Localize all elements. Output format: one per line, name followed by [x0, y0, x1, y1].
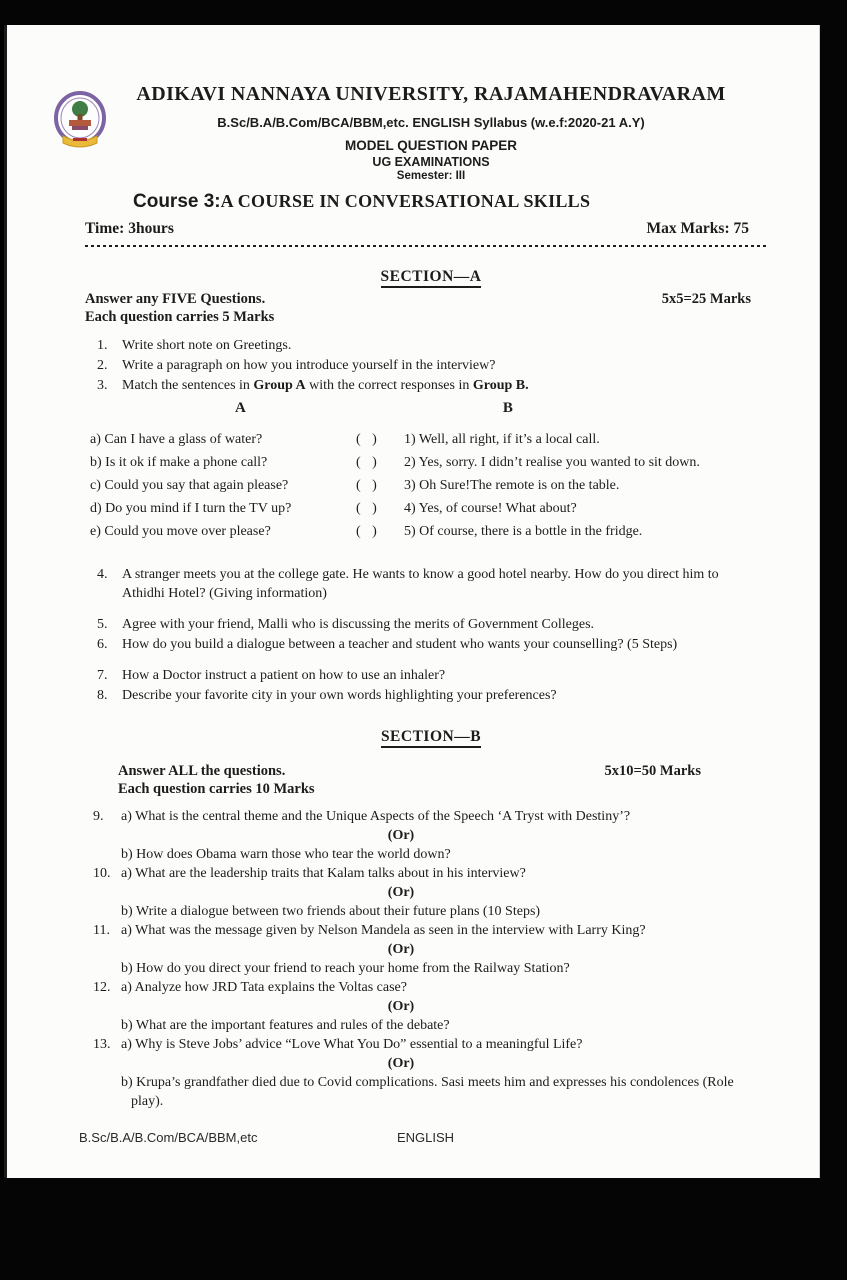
section-a-questions: [85, 336, 777, 705]
or-separator: (Or): [387, 942, 415, 957]
or-separator: (Or): [387, 999, 415, 1014]
group-a-label: Group A: [253, 378, 306, 393]
question-4: 4. A stranger meets you at the college gate. He wants to know a good hotel nearby. How do you direct him to Athidhi Hotel? (Giving information): [97, 567, 719, 601]
answer-bracket: ( ): [356, 432, 381, 447]
or-separator: (Or): [387, 828, 415, 843]
section-b-instruction-2: Each question carries 10 Marks: [118, 781, 315, 797]
column-a-header: A: [235, 400, 246, 416]
answer-bracket: ( ): [356, 478, 381, 493]
section-a-instruction-2: Each question carries 5 Marks: [85, 309, 275, 325]
section-b-marks: 5x10=50 Marks: [604, 763, 701, 779]
answer-bracket: ( ): [356, 455, 381, 470]
match-row: a) Can I have a glass of water? ( ) 1) Well, all right, if it’s a local call.: [90, 428, 777, 451]
or-separator: (Or): [387, 1056, 415, 1071]
answer-bracket: ( ): [356, 524, 381, 539]
match-column-headers: [85, 398, 777, 418]
course-number: Course 3:: [133, 191, 221, 212]
section-a-instructions: [85, 290, 777, 326]
section-b-questions: [85, 807, 777, 1111]
section-b-instructions: [85, 762, 777, 798]
question-12: 12. a) Analyze how JRD Tata explains the Voltas case? (Or) b) What are the important features and rules of the debate?: [85, 978, 777, 1035]
answer-bracket: ( ): [356, 501, 381, 516]
section-a-heading: SECTION—A: [85, 268, 777, 286]
question-6: 6. How do you build a dialogue between a teacher and student who wants your counselling? (5 Steps): [97, 637, 678, 652]
footer-subject: ENGLISH: [397, 1130, 455, 1145]
university-name: ADIKAVI NANNAYA UNIVERSITY, RAJAMAHENDRAVARAM: [136, 83, 726, 105]
dashed-separator: [85, 245, 766, 247]
question-2: 2. Write a paragraph on how you introduce yourself in the interview?: [97, 358, 496, 373]
group-b-label: Group B.: [472, 378, 529, 393]
match-row: d) Do you mind if I turn the TV up? ( ) 4) Yes, of course! What about?: [90, 497, 777, 520]
question-13: 13. a) Why is Steve Jobs’ advice “Love What You Do” essential to a meaningful Life? (Or) b) Krupa’s grandfather died due to Covid complications. Sasi meets him and expresses his condolences (Role play).: [85, 1035, 777, 1111]
section-b-heading: SECTION—B: [85, 728, 777, 746]
question-3: 3. Match the sentences in Group A with the correct responses in Group B.: [97, 378, 529, 393]
max-marks: Max Marks: 75: [646, 220, 749, 237]
question-paper-page: [4, 25, 820, 1178]
question-11: 11. a) What was the message given by Nelson Mandela as seen in the interview with Larry King? (Or) b) How do you direct your friend to reach your home from the Railway Station?: [85, 921, 777, 978]
question-8: 8. Describe your favorite city in your own words highlighting your preferences?: [97, 688, 557, 703]
footer-course-group: B.Sc/B.A/B.Com/BCA/BBM,etc: [79, 1130, 258, 1145]
question-9: 9. a) What is the central theme and the Unique Aspects of the Speech ‘A Tryst with Destiny’? (Or) b) How does Obama warn those who tear the world down?: [85, 807, 777, 864]
column-b-header: B: [502, 400, 513, 416]
question-10: 10. a) What are the leadership traits that Kalam talks about in his interview? (Or) b) Write a dialogue between two friends about their future plans (10 Steps): [85, 864, 777, 921]
university-emblem-icon: [53, 91, 107, 149]
or-separator: (Or): [387, 885, 415, 900]
right-black-border: [820, 0, 847, 1280]
top-black-border: [0, 0, 847, 25]
exam-line: UG EXAMINATIONS: [372, 155, 490, 169]
question-7: 7. How a Doctor instruct a patient on how to use an inhaler?: [97, 668, 446, 683]
question-1: 1. Write short note on Greetings.: [97, 338, 292, 353]
paper-type: MODEL QUESTION PAPER: [344, 138, 518, 153]
time-allowed: Time: 3hours: [85, 220, 174, 237]
match-row: c) Could you say that again please? ( ) 3) Oh Sure!The remote is on the table.: [90, 474, 777, 497]
syllabus-line: B.Sc/B.A/B.Com/BCA/BBM,etc. ENGLISH Syllabus (w.e.f:2020-21 A.Y): [217, 115, 645, 130]
section-a-marks: 5x5=25 Marks: [661, 291, 751, 307]
match-row: b) Is it ok if make a phone call? ( ) 2) Yes, sorry. I didn’t realise you wanted to sit down.: [90, 451, 777, 474]
match-row: e) Could you move over please? ( ) 5) Of course, there is a bottle in the fridge.: [90, 520, 777, 543]
bottom-black-border: [0, 1178, 847, 1280]
section-a-instruction-1: Answer any FIVE Questions.: [85, 291, 266, 307]
match-table: [90, 428, 777, 543]
course-title-line: [133, 191, 777, 213]
question-5: 5. Agree with your friend, Malli who is discussing the merits of Government Colleges.: [97, 617, 595, 632]
section-b-instruction-1: Answer ALL the questions.: [118, 763, 286, 779]
semester-line: Semester: III: [396, 170, 466, 182]
course-name: A COURSE IN CONVERSATIONAL SKILLS: [220, 191, 591, 211]
time-marks-row: [85, 220, 777, 238]
paper-header: [85, 83, 777, 213]
